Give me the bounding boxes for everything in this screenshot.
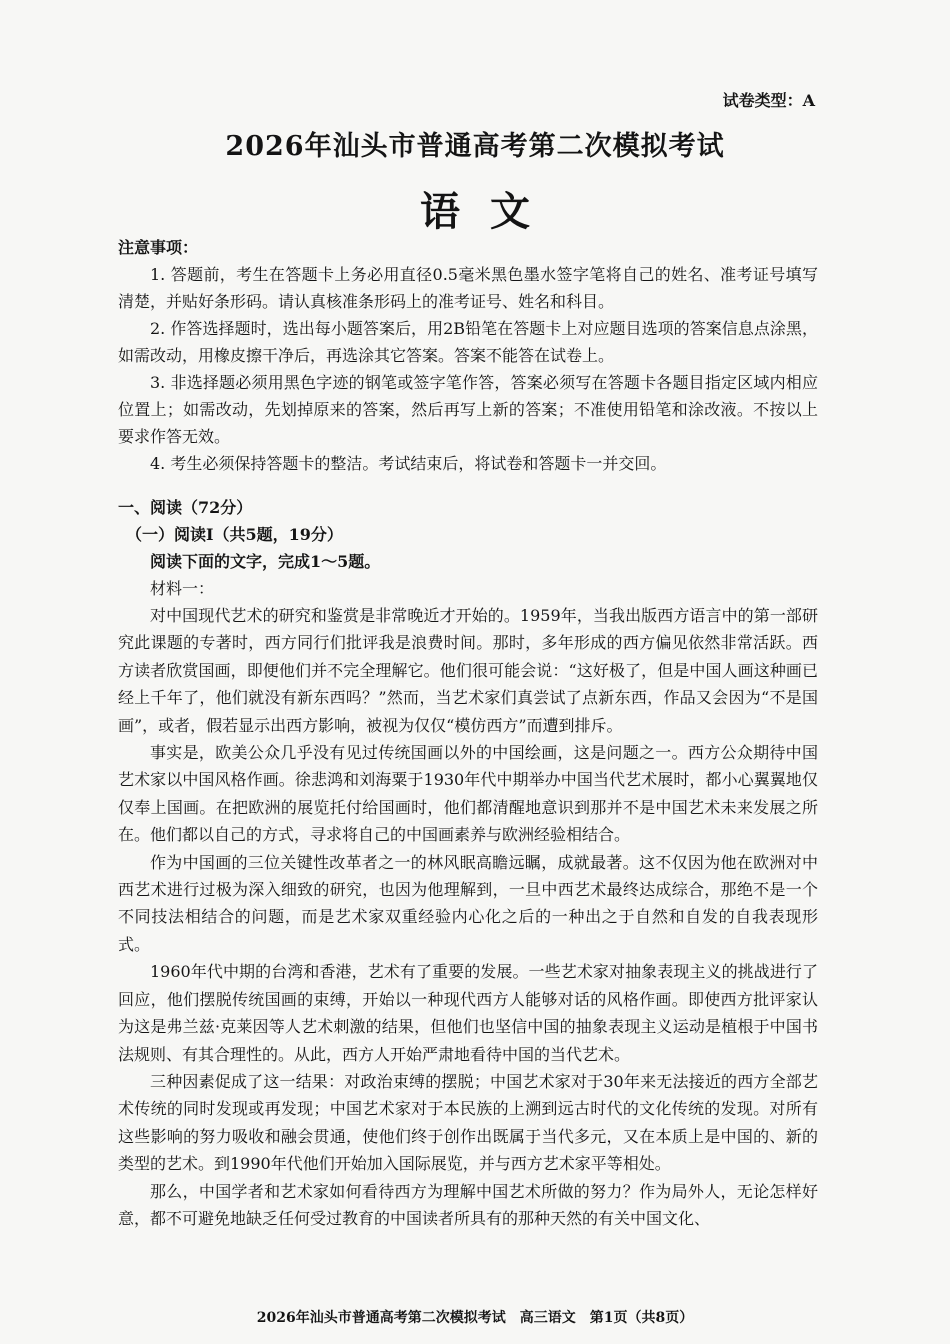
section-title: 一、阅读（72分）	[118, 498, 253, 517]
paragraph: 三种因素促成了这一结果：对政治束缚的摆脱；中国艺术家对于30年来无法接近的西方全部艺术传统的同时发现或再发现；中国艺术家对于本民族的上溯到远古时代的文化传统的发现。对所有这些影响的努力吸收和融会贯通，使他们终于创作出既属于当代多元，又在本质上是中国的、新的类型的艺术。到1990年代他们开始加入国际展览，并与西方艺术家平等相处。	[118, 1071, 818, 1174]
note-item: 4. 考生必须保持答题卡的整洁。考试结束后，将试卷和答题卡一并交回。	[150, 454, 667, 473]
paragraph: 事实是，欧美公众几乎没有见过传统国画以外的中国绘画，这是问题之一。西方公众期待中国艺术家以中国风格作画。徐悲鸿和刘海粟于1930年代中期举办中国当代艺术展时，都小心翼翼地仅仅奉上国画。在把欧洲的展览托付给国画时，他们都清醒地意识到那并不是中国艺术未来发展之所在。他们都以自己的方式，寻求将自己的中国画素养与欧洲经验相结合。	[118, 743, 818, 845]
paragraph: 对中国现代艺术的研究和鉴赏是非常晚近才开始的。1959年，当我出版西方语言中的第一部研究此课题的专著时，西方同行们批评我是浪费时间。那时，多年形成的西方偏见依然非常活跃。西方读者欣赏国画，即便他们并不完全理解它。他们很可能会说：“这好极了，但是中国人画这种画已经上千年了，他们就没有新东西吗？”然而，当艺术家们真尝试了点新东西，作品又会因为“不是国画”，或者，假若显示出西方影响，被视为仅仅“模仿西方”而遭到排斥。	[118, 606, 818, 735]
page-footer: 2026年汕头市普通高考第二次模拟考试 高三语文 第1页（共8页）	[256, 1310, 694, 1326]
note-item: 1. 答题前，考生在答题卡上务必用直径0.5毫米黑色墨水签字笔将自己的姓名、准考证号填写清楚，并贴好条形码。请认真核准条形码上的准考证号、姓名和科目。	[118, 265, 818, 311]
note-item: 3. 非选择题必须用黑色字迹的钢笔或签字笔作答，答案必须写在答题卡各题目指定区域内相应位置上；如需改动，先划掉原来的答案，然后再写上新的答案；不准使用铅笔和涂改液。不按以上要求作答无效。	[118, 373, 818, 446]
material-label: 材料一：	[150, 579, 215, 598]
paragraph: 1960年代中期的台湾和香港，艺术有了重要的发展。一些艺术家对抽象表现主义的挑战进行了回应，他们摆脱传统国画的束缚，开始以一种现代西方人能够对话的风格作画。即使西方批评家认为这是弗兰兹·克莱因等人艺术刺激的结果，但他们也坚信中国的抽象表现主义运动是植根于中国书法规则、有其合理性的。从此，西方人开始严肃地看待中国的当代艺术。	[118, 962, 818, 1064]
paper-type-label: 试卷类型：A	[722, 91, 815, 110]
subsection-title: （一）阅读Ⅰ（共5题，19分）	[126, 525, 343, 544]
notes-heading: 注意事项：	[118, 238, 199, 257]
material-body	[118, 602, 818, 1232]
reading-section-header	[118, 494, 818, 602]
exam-title: 2026年汕头市普通高考第二次模拟考试	[225, 131, 725, 162]
paragraph: 那么，中国学者和艺术家如何看待西方为理解中国艺术所做的努力？作为局外人，无论怎样好意，都不可避免地缺乏任何受过教育的中国读者所具有的那种天然的有关中国文化、	[118, 1181, 818, 1228]
note-item: 2. 作答选择题时，选出每小题答案后，用2B铅笔在答题卡上对应题目选项的答案信息点涂黑，如需改动，用橡皮擦干净后，再选涂其它答案。答案不能答在试卷上。	[118, 319, 818, 365]
reading-instruction: 阅读下面的文字，完成1～5题。	[150, 552, 381, 571]
notes-section	[118, 234, 818, 477]
paragraph: 作为中国画的三位关键性改革者之一的林风眠高瞻远瞩，成就最著。这不仅因为他在欧洲对中西艺术进行过极为深入细致的研究，也因为他理解到，一旦中西艺术最终达成综合，那绝不是一个不同技法相结合的问题，而是艺术家双重经验内心化之后的一种出之于自然和自发的自我表现形式。	[118, 852, 818, 954]
subject-title: 语文	[420, 188, 560, 235]
